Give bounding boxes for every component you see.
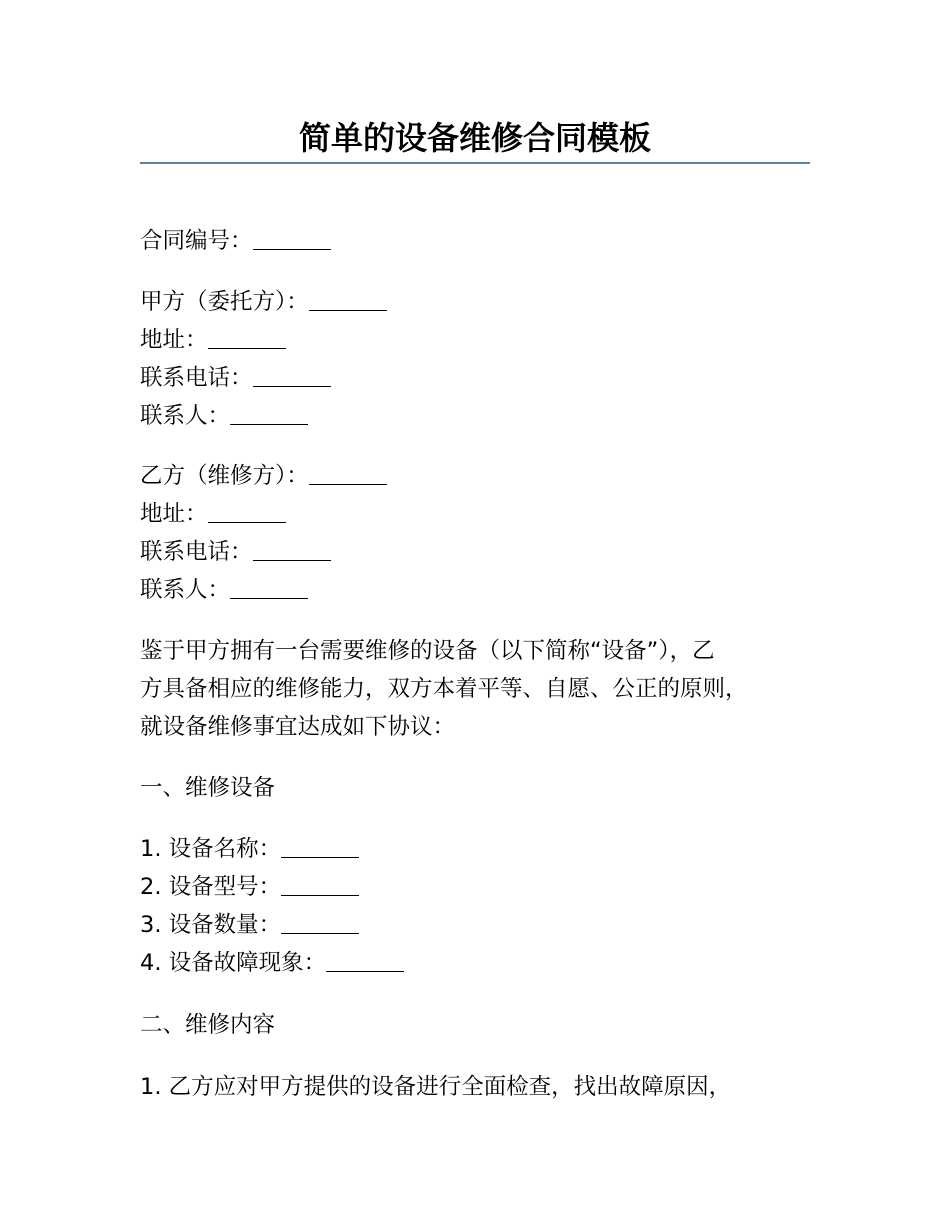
party-b-header: 乙方（维修方）： xyxy=(140,463,309,489)
equipment-model-blank xyxy=(281,871,359,896)
equipment-model-label: 2. 设备型号： xyxy=(140,874,282,900)
equipment-fault-blank xyxy=(326,947,404,972)
party-b-contact-blank xyxy=(230,574,308,599)
equipment-quantity-label: 3. 设备数量： xyxy=(140,912,282,938)
section-1-list xyxy=(140,830,820,982)
party-a-header: 甲方（委托方）： xyxy=(140,289,309,315)
equipment-fault-label: 4. 设备故障现象： xyxy=(140,950,327,976)
party-a-contact-label: 联系人： xyxy=(140,403,231,429)
party-a-phone-line xyxy=(140,359,820,397)
party-a-block xyxy=(140,283,820,435)
preamble-line: 鉴于甲方拥有一台需要维修的设备（以下简称“设备”），乙 xyxy=(140,638,715,664)
contract-number-line xyxy=(140,222,820,260)
party-a-address-label: 地址： xyxy=(140,327,208,353)
party-a-contact-line xyxy=(140,397,820,435)
party-b-phone-blank xyxy=(253,536,331,561)
contract-number-blank xyxy=(253,225,331,250)
list-item xyxy=(140,830,820,868)
party-a-header-line xyxy=(140,283,820,321)
list-item xyxy=(140,906,820,944)
party-b-phone-label: 联系电话： xyxy=(140,539,253,565)
party-a-phone-blank xyxy=(253,362,331,387)
list-item xyxy=(140,868,820,906)
equipment-name-label: 1. 设备名称： xyxy=(140,836,282,862)
preamble-line: 就设备维修事宜达成如下协议： xyxy=(140,714,456,740)
party-a-address-blank xyxy=(208,324,286,349)
party-b-address-label: 地址： xyxy=(140,501,208,527)
party-b-header-line xyxy=(140,457,820,495)
party-b-contact-label: 联系人： xyxy=(140,577,231,603)
party-a-address-line xyxy=(140,321,820,359)
party-b-phone-line xyxy=(140,533,820,571)
section-2-heading: 二、维修内容 xyxy=(140,1012,276,1038)
equipment-name-blank xyxy=(281,833,359,858)
section-1-heading: 一、维修设备 xyxy=(140,775,276,801)
preamble-line: 方具备相应的维修能力，双方本着平等、自愿、公正的原则， xyxy=(140,676,748,702)
list-item xyxy=(140,944,820,982)
preamble-paragraph xyxy=(140,632,820,746)
party-a-contact-blank xyxy=(230,400,308,425)
party-a-name-blank xyxy=(309,286,387,311)
party-b-address-blank xyxy=(208,498,286,523)
equipment-quantity-blank xyxy=(281,909,359,934)
section-2-item: 1. 乙方应对甲方提供的设备进行全面检查，找出故障原因， xyxy=(140,1074,732,1100)
party-b-name-blank xyxy=(309,460,387,485)
party-b-contact-line xyxy=(140,571,820,609)
party-b-address-line xyxy=(140,495,820,533)
contract-number-label: 合同编号： xyxy=(140,228,253,254)
document-title: 简单的设备维修合同模板 xyxy=(298,119,651,157)
party-b-block xyxy=(140,457,820,609)
party-a-phone-label: 联系电话： xyxy=(140,365,253,391)
title-underline xyxy=(140,162,810,164)
